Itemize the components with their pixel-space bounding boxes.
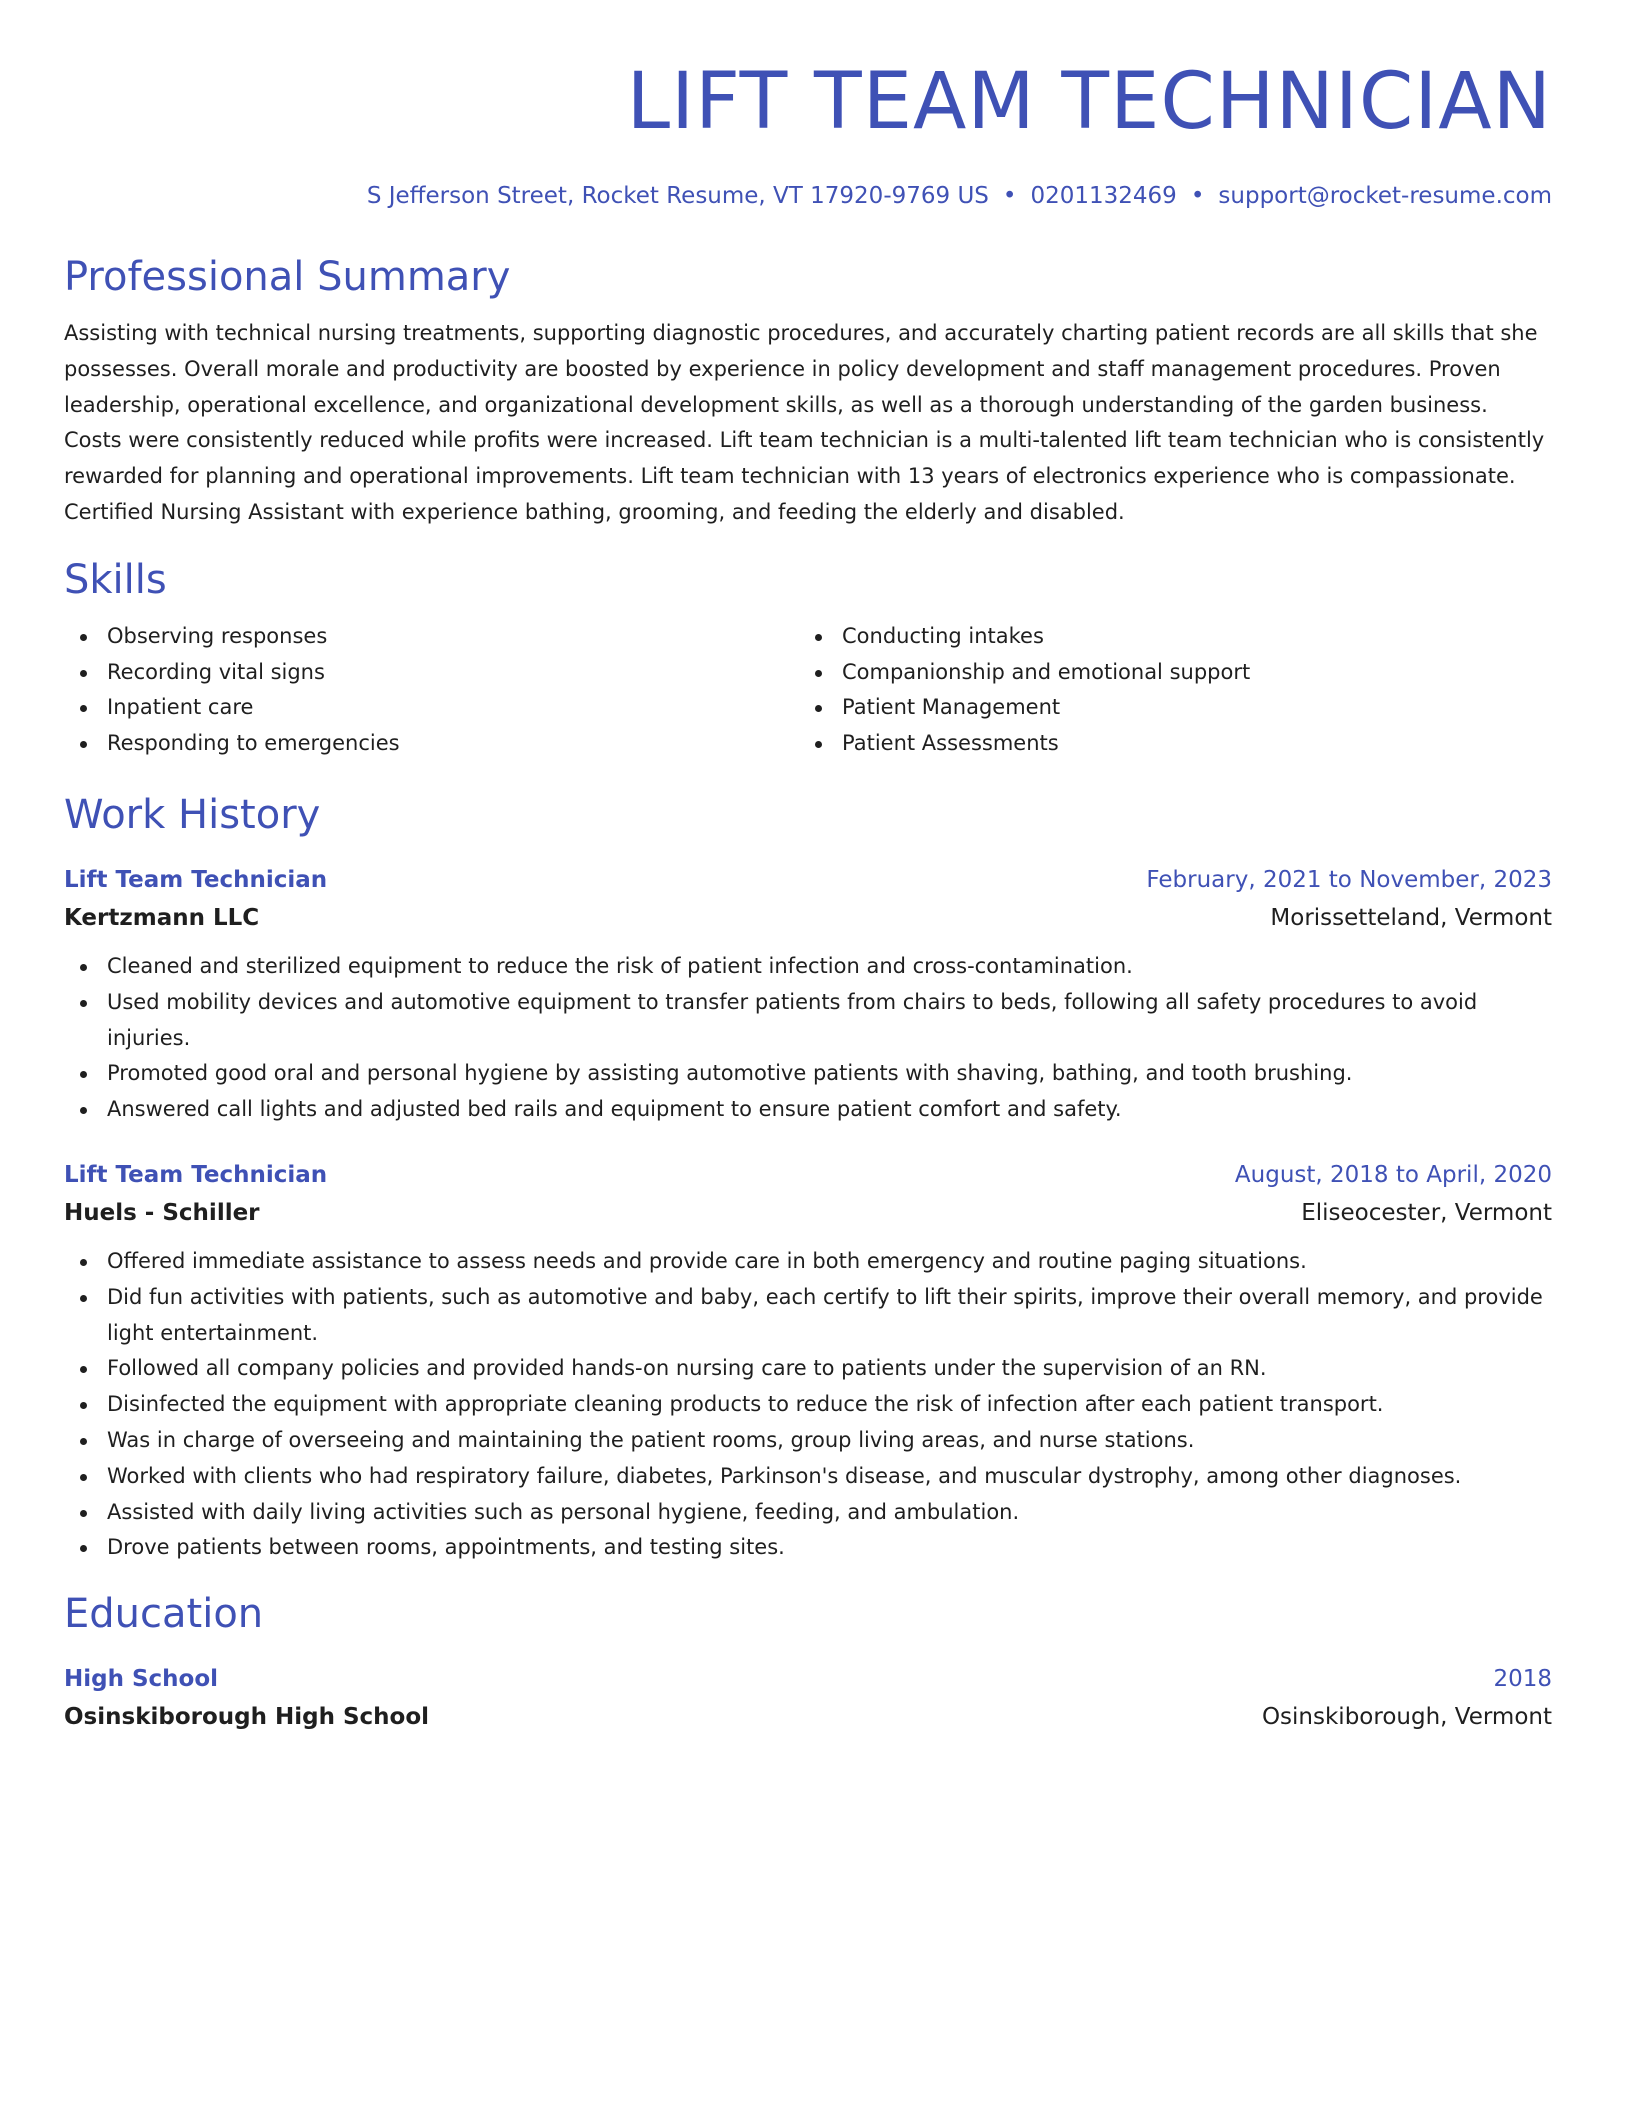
job-bullets <box>64 949 1552 1128</box>
section-title-summary: Professional Summary <box>64 254 511 300</box>
job-entry <box>64 861 1552 1128</box>
education-header <box>64 1660 1552 1698</box>
skills-column-left <box>64 619 799 762</box>
job-header <box>64 861 1552 899</box>
job-role: Lift Team Technician <box>64 866 328 893</box>
job-bullet: Was in charge of overseeing and maintaining the patient rooms, group living areas, and nurse stations. <box>64 1423 1552 1459</box>
skill-item: Responding to emergencies <box>64 726 799 762</box>
job-location: Morissetteland, Vermont <box>1270 904 1552 931</box>
job-bullets <box>64 1244 1552 1566</box>
skill-item: Observing responses <box>64 619 799 655</box>
section-title-skills: Skills <box>64 556 167 603</box>
job-entry <box>64 1156 1552 1566</box>
job-bullet: Cleaned and sterilized equipment to reduce the risk of patient infection and cross-contamination. <box>64 949 1552 985</box>
skill-item: Companionship and emotional support <box>799 655 1534 691</box>
skills-grid <box>64 619 1552 762</box>
resume-page <box>64 0 1552 1736</box>
contact-phone: 0201132469 <box>1030 183 1177 209</box>
contact-line <box>64 180 1552 212</box>
job-bullet: Answered call lights and adjusted bed rails and equipment to ensure patient comfort and safety. <box>64 1092 1552 1128</box>
job-subheader <box>64 1194 1552 1232</box>
contact-separator: • <box>1190 183 1205 209</box>
job-bullet: Used mobility devices and automotive equipment to transfer patients from chairs to beds, following all safety procedures to avoid injuries. <box>64 985 1552 1057</box>
skill-item: Inpatient care <box>64 690 799 726</box>
job-header <box>64 1156 1552 1194</box>
section-title-education: Education <box>64 1591 264 1638</box>
skills-column-right <box>799 619 1534 762</box>
education-subheader <box>64 1698 1552 1736</box>
education-school: Osinskiborough High School <box>64 1704 430 1731</box>
education-degree: High School <box>64 1666 219 1693</box>
resume-name: LIFT TEAM TECHNICIAN <box>626 57 1552 147</box>
education-year: 2018 <box>1493 1666 1552 1693</box>
job-bullet: Followed all company policies and provided hands-on nursing care to patients under the supervision of an RN. <box>64 1351 1552 1387</box>
job-bullet: Drove patients between rooms, appointments, and testing sites. <box>64 1530 1552 1566</box>
skill-item: Recording vital signs <box>64 655 799 691</box>
job-role: Lift Team Technician <box>64 1161 328 1188</box>
skill-item: Patient Assessments <box>799 726 1534 762</box>
job-bullet: Promoted good oral and personal hygiene by assisting automotive patients with shaving, bathing, and tooth brushing. <box>64 1056 1552 1092</box>
job-bullet: Disinfected the equipment with appropriate cleaning products to reduce the risk of infection after each patient transport. <box>64 1387 1552 1423</box>
contact-address: S Jefferson Street, Rocket Resume, VT 17920-9769 US <box>366 183 989 209</box>
job-bullet: Worked with clients who had respiratory failure, diabetes, Parkinson's disease, and muscular dystrophy, among other diagnoses. <box>64 1459 1552 1495</box>
summary-text: Assisting with technical nursing treatments, supporting diagnostic procedures, and accurately charting patient records are all skills that she possesses. Overall morale and productivity are boosted by experience in policy development and staff management procedures. Proven leadership, operational excellence, and organizational development skills, as well as a thorough understanding of the garden business. Costs were consistently reduced while profits were increased. Lift team technician is a multi-talented lift team technician who is consistently rewarded for planning and operational improvements. Lift team technician with 13 years of electronics experience who is compassionate. Certified Nursing Assistant with experience bathing, grooming, and feeding the elderly and disabled. <box>64 321 1545 524</box>
job-location: Eliseocester, Vermont <box>1301 1199 1552 1226</box>
job-subheader <box>64 899 1552 937</box>
contact-separator: • <box>1002 183 1017 209</box>
job-bullet: Assisted with daily living activities such as personal hygiene, feeding, and ambulation. <box>64 1495 1552 1531</box>
section-title-work-history: Work History <box>64 791 321 838</box>
job-company: Kertzmann LLC <box>64 904 260 931</box>
education-entry <box>64 1660 1552 1736</box>
job-dates: February, 2021 to November, 2023 <box>1146 866 1552 893</box>
contact-email: support@rocket-resume.com <box>1218 183 1552 209</box>
skill-item: Patient Management <box>799 690 1534 726</box>
job-company: Huels - Schiller <box>64 1199 260 1226</box>
job-bullet: Offered immediate assistance to assess needs and provide care in both emergency and routine paging situations. <box>64 1244 1552 1280</box>
education-location: Osinskiborough, Vermont <box>1261 1704 1552 1731</box>
skill-item: Conducting intakes <box>799 619 1534 655</box>
job-bullet: Did fun activities with patients, such as automotive and baby, each certify to lift their spirits, improve their overall memory, and provide light entertainment. <box>64 1280 1552 1352</box>
job-dates: August, 2018 to April, 2020 <box>1234 1161 1552 1188</box>
